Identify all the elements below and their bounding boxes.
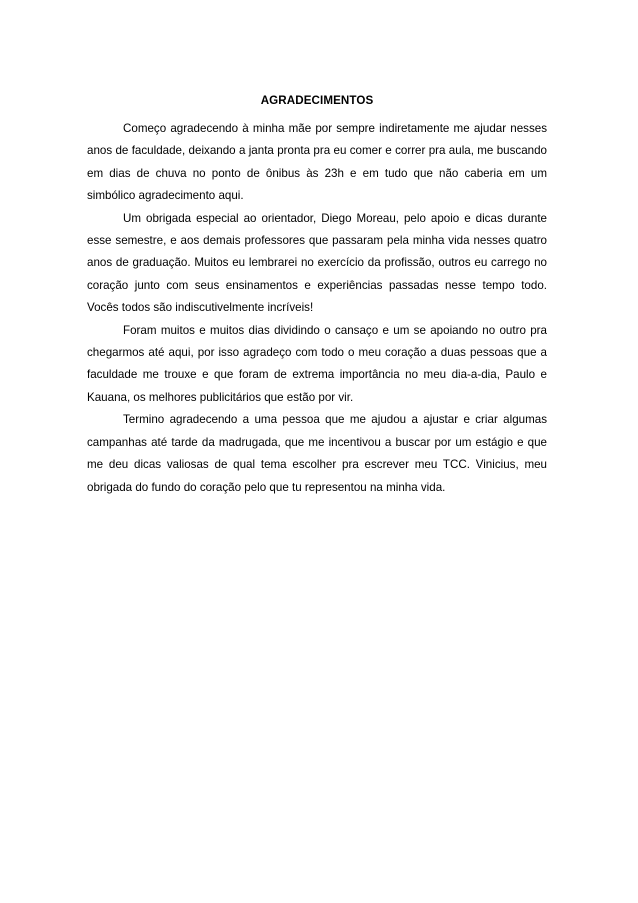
page-title: AGRADECIMENTOS bbox=[260, 94, 374, 107]
paragraph-mother: Começo agradecendo à minha mãe por sempre indiretamente me ajudar nesses anos de faculdade, deixando a janta pronta pra eu comer e correr pra aula, me buscando em dias de chuva no ponto de ônibus às 23h e em tudo que não caberia em um simbólico agradecimento aqui. bbox=[87, 122, 547, 203]
paragraph-friends: Foram muitos e muitos dias dividindo o cansaço e um se apoiando no outro pra chegarmos até aqui, por isso agradeço com todo o meu coração a duas pessoas que a faculdade me trouxe e que foram de extrema importância no meu dia-a-dia, Paulo e Kauana, os melhores publicitários que estão por vir. bbox=[87, 323, 547, 404]
page-content bbox=[87, 90, 547, 499]
paragraph-advisor: Um obrigada especial ao orientador, Diego Moreau, pelo apoio e dicas durante esse semestre, e aos demais professores que passaram pela minha vida nesses quatro anos de graduação. Muitos eu lembrarei no exercício da profissão, outros eu carrego no coração junto com seus ensinamentos e experiências passadas nesse tempo todo. Vocês todos são indiscutivelmente incríveis! bbox=[87, 211, 547, 315]
paragraph-vinicius: Termino agradecendo a uma pessoa que me ajudou a ajustar e criar algumas campanhas até tarde da madrugada, que me incentivou a buscar por um estágio e que me deu dicas valiosas de qual tema escolher pra escrever meu TCC. Vinicius, meu obrigada do fundo do coração pelo que tu representou na minha vida. bbox=[87, 413, 547, 494]
